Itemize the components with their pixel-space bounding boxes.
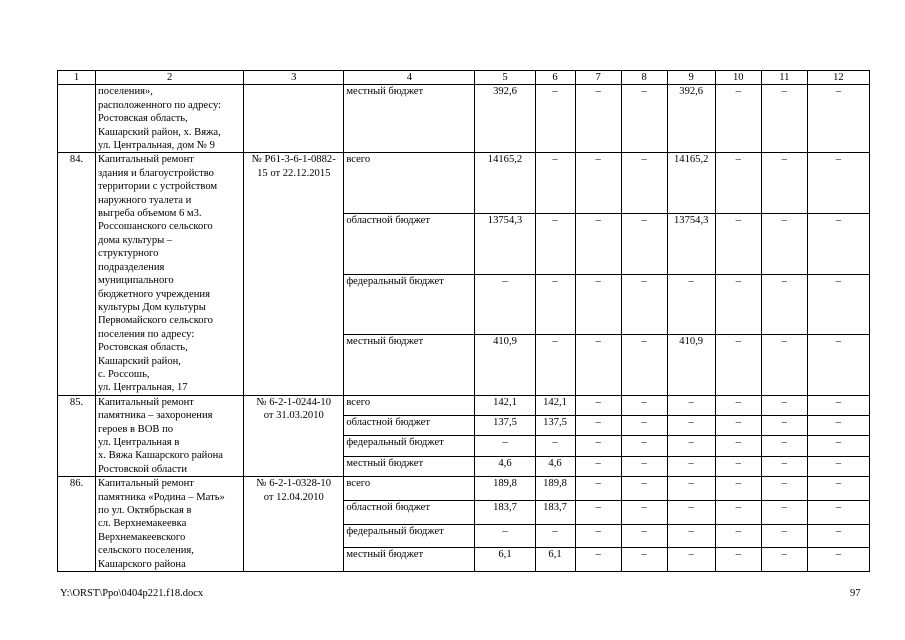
- description-line: поселения»,: [98, 86, 153, 98]
- value-cell: –: [715, 395, 761, 415]
- description-line: сл. Верхнемакеевка: [98, 518, 187, 530]
- value-cell: –: [807, 395, 869, 415]
- value-cell: –: [761, 395, 807, 415]
- value-cell: –: [575, 416, 621, 436]
- value-cell: –: [761, 524, 807, 548]
- contract-line: № 6-2-1-0328-10: [256, 478, 332, 490]
- funding-source: местный бюджет: [344, 335, 475, 396]
- value-cell: –: [667, 500, 715, 524]
- value-cell: –: [807, 335, 869, 396]
- table-row: [58, 395, 870, 415]
- value-cell: 410,9: [475, 335, 535, 396]
- value-cell: –: [575, 214, 621, 275]
- value-cell: 410,9: [667, 335, 715, 396]
- description-line: памятника «Родина – Мать»: [98, 491, 225, 503]
- value-cell: –: [761, 214, 807, 275]
- value-cell: –: [761, 274, 807, 335]
- value-cell: 4,6: [475, 456, 535, 476]
- object-description: [96, 153, 244, 395]
- value-cell: –: [715, 456, 761, 476]
- value-cell: –: [575, 85, 621, 153]
- description-line: Кашарский район,: [98, 355, 181, 367]
- value-cell: –: [715, 477, 761, 501]
- value-cell: –: [715, 214, 761, 275]
- value-cell: –: [807, 436, 869, 456]
- value-cell: –: [575, 436, 621, 456]
- row-number: 85.: [58, 395, 96, 476]
- row-number: 86.: [58, 477, 96, 572]
- object-description: [96, 477, 244, 572]
- contract-line: 15 от 22.12.2015: [257, 167, 331, 179]
- value-cell: –: [715, 335, 761, 396]
- description-line: ул. Центральная в: [98, 436, 180, 448]
- value-cell: –: [535, 85, 575, 153]
- value-cell: –: [621, 416, 667, 436]
- value-cell: –: [575, 395, 621, 415]
- value-cell: –: [535, 153, 575, 214]
- description-line: х. Вяжа Кашарского района: [98, 450, 223, 462]
- value-cell: –: [807, 548, 869, 572]
- value-cell: –: [621, 214, 667, 275]
- column-number: 4: [344, 71, 475, 85]
- description-line: расположенного по адресу:: [98, 99, 222, 111]
- file-path: Y:\ORST\Ppo\0404p221.f18.docx: [60, 588, 204, 599]
- funding-source: областной бюджет: [344, 500, 475, 524]
- funding-source: всего: [344, 395, 475, 415]
- value-cell: 6,1: [535, 548, 575, 572]
- column-number: 5: [475, 71, 535, 85]
- value-cell: –: [807, 524, 869, 548]
- value-cell: –: [667, 395, 715, 415]
- value-cell: –: [621, 395, 667, 415]
- description-line: Капитальный ремонт: [98, 396, 194, 408]
- description-line: героев в ВОВ по: [98, 423, 174, 435]
- value-cell: –: [621, 335, 667, 396]
- contract-ref: [244, 85, 344, 153]
- funding-source: местный бюджет: [344, 85, 475, 153]
- value-cell: –: [807, 153, 869, 214]
- value-cell: –: [667, 456, 715, 476]
- description-line: Кашарского района: [98, 558, 186, 570]
- value-cell: –: [575, 548, 621, 572]
- value-cell: –: [535, 436, 575, 456]
- value-cell: –: [667, 524, 715, 548]
- value-cell: –: [761, 548, 807, 572]
- value-cell: –: [667, 477, 715, 501]
- description-line: поселения по адресу:: [98, 328, 195, 340]
- column-number: 2: [96, 71, 244, 85]
- description-line: Ростовская область,: [98, 342, 188, 354]
- value-cell: –: [621, 456, 667, 476]
- value-cell: –: [761, 335, 807, 396]
- value-cell: 13754,3: [475, 214, 535, 275]
- value-cell: 392,6: [475, 85, 535, 153]
- description-line: здания и благоустройство: [98, 167, 214, 179]
- column-number: 7: [575, 71, 621, 85]
- contract-line: № 6-2-1-0244-10: [256, 396, 332, 408]
- value-cell: –: [715, 85, 761, 153]
- value-cell: –: [667, 436, 715, 456]
- column-number: 9: [667, 71, 715, 85]
- description-line: выгреба объемом 6 м3.: [98, 208, 202, 220]
- description-line: ул. Центральная, дом № 9: [98, 140, 215, 152]
- value-cell: –: [535, 214, 575, 275]
- table-row: [58, 153, 870, 214]
- description-line: Ростовская область,: [98, 113, 188, 125]
- contract-ref: [244, 153, 344, 395]
- row-number: [58, 85, 96, 153]
- value-cell: –: [807, 274, 869, 335]
- funding-source: областной бюджет: [344, 214, 475, 275]
- description-line: структурного: [98, 248, 159, 260]
- column-number: 8: [621, 71, 667, 85]
- table-row: [58, 477, 870, 501]
- value-cell: –: [475, 274, 535, 335]
- value-cell: 392,6: [667, 85, 715, 153]
- value-cell: –: [535, 335, 575, 396]
- value-cell: –: [575, 524, 621, 548]
- value-cell: 6,1: [475, 548, 535, 572]
- value-cell: 137,5: [475, 416, 535, 436]
- budget-table: [57, 70, 870, 572]
- value-cell: –: [535, 274, 575, 335]
- value-cell: –: [715, 436, 761, 456]
- value-cell: –: [667, 548, 715, 572]
- value-cell: –: [575, 274, 621, 335]
- value-cell: 14165,2: [667, 153, 715, 214]
- value-cell: 14165,2: [475, 153, 535, 214]
- value-cell: 142,1: [535, 395, 575, 415]
- value-cell: –: [807, 85, 869, 153]
- value-cell: –: [807, 214, 869, 275]
- value-cell: –: [807, 477, 869, 501]
- value-cell: –: [715, 500, 761, 524]
- value-cell: 4,6: [535, 456, 575, 476]
- funding-source: местный бюджет: [344, 456, 475, 476]
- value-cell: –: [715, 548, 761, 572]
- description-line: Верхнемакеевского: [98, 531, 186, 543]
- description-line: бюджетного учреждения: [98, 288, 210, 300]
- value-cell: –: [575, 500, 621, 524]
- description-line: подразделения: [98, 261, 165, 273]
- value-cell: –: [761, 456, 807, 476]
- description-line: Россошанского сельского: [98, 221, 213, 233]
- value-cell: 142,1: [475, 395, 535, 415]
- description-line: сельского поселения,: [98, 545, 194, 557]
- funding-source: областной бюджет: [344, 416, 475, 436]
- funding-source: всего: [344, 477, 475, 501]
- value-cell: 189,8: [535, 477, 575, 501]
- contract-line: № Р61-3-6-1-0882-: [251, 154, 336, 166]
- column-number: 10: [715, 71, 761, 85]
- column-number: 3: [244, 71, 344, 85]
- value-cell: –: [575, 456, 621, 476]
- column-number: 11: [761, 71, 807, 85]
- column-number: 6: [535, 71, 575, 85]
- value-cell: 183,7: [475, 500, 535, 524]
- table-header-row: [58, 71, 870, 85]
- value-cell: –: [475, 524, 535, 548]
- value-cell: –: [535, 524, 575, 548]
- contract-line: от 31.03.2010: [263, 410, 324, 422]
- value-cell: –: [667, 274, 715, 335]
- description-line: памятника – захоронения: [98, 410, 213, 422]
- value-cell: –: [575, 153, 621, 214]
- funding-source: федеральный бюджет: [344, 436, 475, 456]
- value-cell: 189,8: [475, 477, 535, 501]
- row-number: 84.: [58, 153, 96, 395]
- value-cell: 13754,3: [667, 214, 715, 275]
- value-cell: –: [761, 153, 807, 214]
- description-line: наружного туалета и: [98, 194, 192, 206]
- value-cell: –: [475, 436, 535, 456]
- object-description: [96, 85, 244, 153]
- contract-line: от 12.04.2010: [263, 491, 324, 503]
- value-cell: –: [575, 335, 621, 396]
- value-cell: –: [715, 153, 761, 214]
- column-number: 12: [807, 71, 869, 85]
- description-line: ул. Центральная, 17: [98, 382, 188, 394]
- contract-ref: [244, 477, 344, 572]
- contract-ref: [244, 395, 344, 476]
- value-cell: –: [621, 477, 667, 501]
- description-line: муниципального: [98, 275, 174, 287]
- value-cell: 183,7: [535, 500, 575, 524]
- value-cell: –: [807, 456, 869, 476]
- table-row: [58, 85, 870, 153]
- value-cell: –: [761, 500, 807, 524]
- funding-source: местный бюджет: [344, 548, 475, 572]
- value-cell: –: [621, 436, 667, 456]
- value-cell: 137,5: [535, 416, 575, 436]
- description-line: с. Россошь,: [98, 368, 150, 380]
- value-cell: –: [761, 477, 807, 501]
- value-cell: –: [575, 477, 621, 501]
- value-cell: –: [715, 274, 761, 335]
- description-line: территории с устройством: [98, 181, 218, 193]
- funding-source: всего: [344, 153, 475, 214]
- description-line: Ростовской области: [98, 463, 187, 475]
- value-cell: –: [621, 500, 667, 524]
- value-cell: –: [621, 85, 667, 153]
- value-cell: –: [761, 436, 807, 456]
- page-number: 97: [850, 588, 861, 599]
- description-line: Кашарский район, х. Вяжа,: [98, 126, 221, 138]
- value-cell: –: [621, 274, 667, 335]
- value-cell: –: [761, 416, 807, 436]
- value-cell: –: [807, 500, 869, 524]
- description-line: Первомайского сельского: [98, 315, 213, 327]
- funding-source: федеральный бюджет: [344, 274, 475, 335]
- funding-source: федеральный бюджет: [344, 524, 475, 548]
- value-cell: –: [621, 153, 667, 214]
- value-cell: –: [807, 416, 869, 436]
- description-line: по ул. Октябрьская в: [98, 505, 192, 516]
- value-cell: –: [761, 85, 807, 153]
- description-line: дома культуры –: [98, 234, 173, 246]
- column-number: 1: [58, 71, 96, 85]
- description-line: Капитальный ремонт: [98, 478, 194, 490]
- value-cell: –: [621, 548, 667, 572]
- description-line: культуры Дом культуры: [98, 301, 206, 313]
- value-cell: –: [715, 524, 761, 548]
- object-description: [96, 395, 244, 476]
- value-cell: –: [621, 524, 667, 548]
- value-cell: –: [667, 416, 715, 436]
- description-line: Капитальный ремонт: [98, 154, 194, 166]
- value-cell: –: [715, 416, 761, 436]
